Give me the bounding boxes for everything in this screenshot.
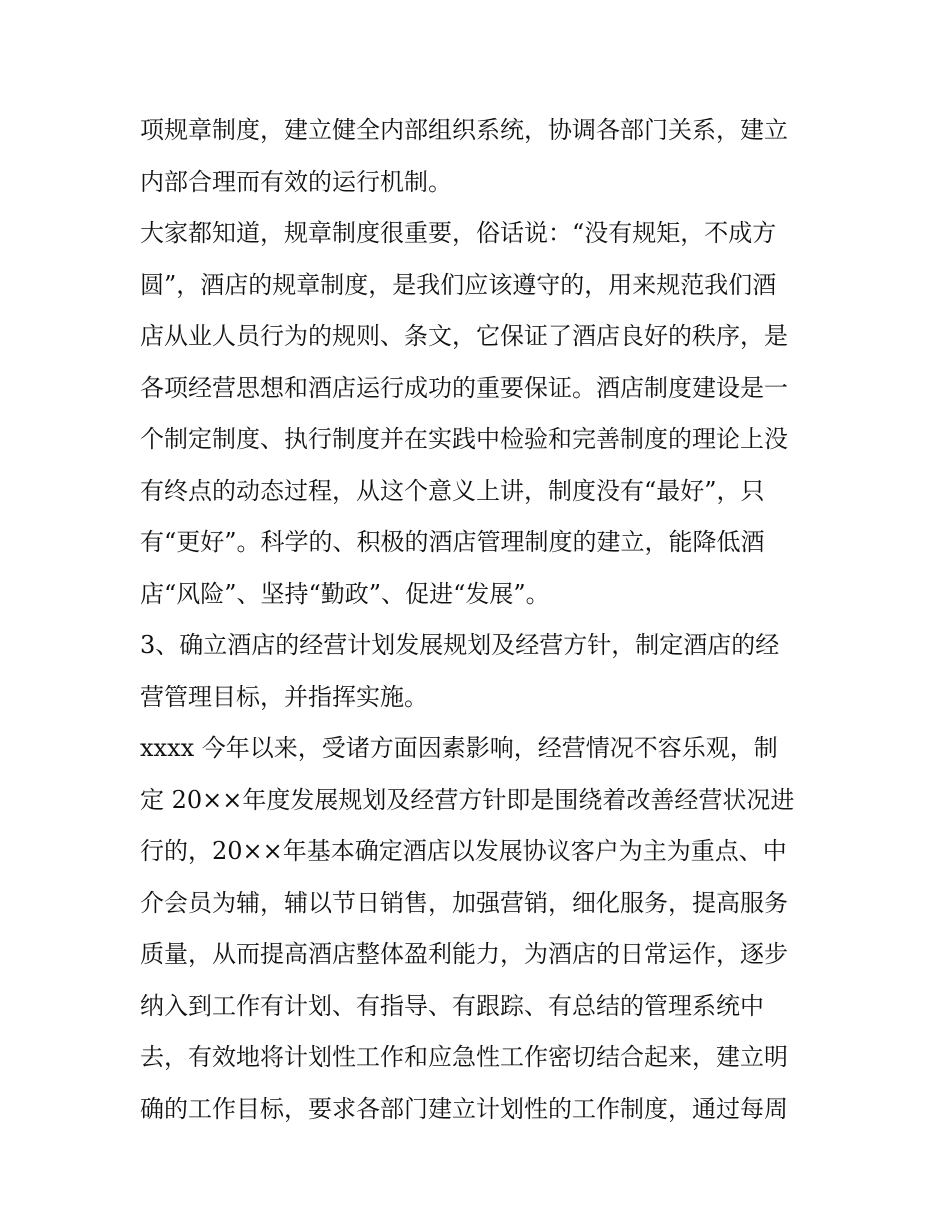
body-text [140, 105, 820, 1135]
text-line: 店“风险”、坚持“勤政”、促进“发展”。 [140, 579, 550, 608]
text-line: 项规章制度，建立健全内部组织系统，协调各部门关系，建立 [140, 116, 788, 144]
text-line: 圆”，酒店的规章制度，是我们应该遵守的，用来规范我们酒 [140, 270, 777, 299]
text-line: 行的，20××年基本确定酒店以发展协议客户为主为重点、中 [140, 837, 787, 865]
text-line: 3、确立酒店的经营计划发展规划及经营方针，制定酒店的经 [140, 631, 780, 659]
text-line: 大家都知道，规章制度很重要，俗话说：“没有规矩，不成方 [140, 219, 777, 247]
text-line: 有终点的动态过程，从这个意义上讲，制度没有“最好”，只 [140, 476, 765, 505]
text-line: 质量，从而提高酒店整体盈利能力，为酒店的日常运作，逐步 [140, 940, 788, 968]
text-line: 各项经营思想和酒店运行成功的重要保证。酒店制度建设是一 [140, 373, 788, 402]
text-line: 确的工作目标，要求各部门建立计划性的工作制度，通过每周 [140, 1094, 788, 1123]
text-line: 去，有效地将计划性工作和应急性工作密切结合起来，建立明 [140, 1043, 788, 1071]
text-line: 介会员为辅，辅以节日销售，加强营销，细化服务，提高服务 [140, 888, 788, 917]
text-line: 营管理目标，并指挥实施。 [140, 682, 428, 711]
text-line: 店从业人员行为的规则、条文，它保证了酒店良好的秩序，是 [140, 322, 788, 350]
text-line: 有“更好”。科学的、积极的酒店管理制度的建立，能降低酒 [140, 528, 765, 556]
text-line: 纳入到工作有计划、有指导、有跟踪、有总结的管理系统中 [140, 991, 764, 1020]
text-line: 内部合理而有效的运行机制。 [140, 167, 452, 196]
text-line: 个制定制度、执行制度并在实践中检验和完善制度的理论上没 [140, 425, 788, 453]
text-line: xxxx 今年以来，受诸方面因素影响，经营情况不容乐观，制 [140, 734, 778, 762]
text-line: 定 20××年度发展规划及经营方针即是围绕着改善经营状况进 [140, 785, 795, 814]
